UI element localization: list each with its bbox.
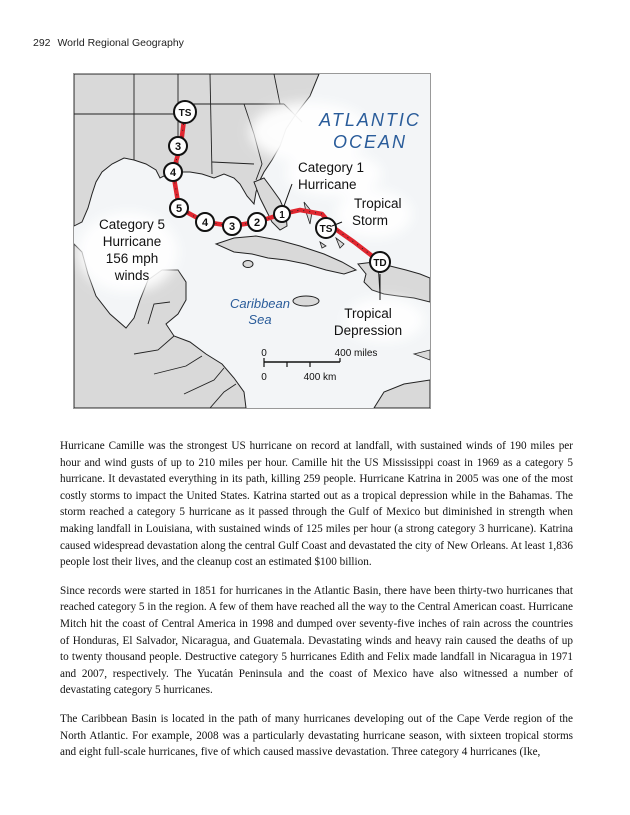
marker-8 [274,206,290,222]
marker-10-label: TD [373,258,387,269]
marker-5-label: 4 [201,217,209,229]
body-text [60,438,573,773]
map-canvas [74,74,430,408]
page-number: 292 [33,37,51,49]
marker-1-label: TS [178,108,192,119]
marker-3-label: 4 [169,167,177,179]
td-line-2: Depression [333,323,403,338]
marker-2-label: 3 [174,141,182,153]
marker-7-label: 2 [253,217,261,229]
book-title: World Regional Geography [57,37,184,49]
scale-km-zero: 0 [261,372,267,383]
scale-miles-label: 400 miles [334,348,378,359]
ts-line-2: Storm [352,213,389,228]
land-isla-juventud [243,261,253,268]
scale-km-label: 400 km [303,372,337,383]
cat5-line-1: Category 5 [98,217,166,232]
land-jamaica [293,296,319,306]
cat5-line-3: 156 mph [105,251,159,266]
sea-label-2: Sea [248,312,272,327]
marker-5 [196,213,214,231]
cat5-line-4: winds [114,268,150,283]
marker-2 [169,137,187,155]
cat5-line-2: Hurricane [102,234,162,249]
paragraph-3: The Caribbean Basin is located in the path of many hurricanes developing out of the Cape Verde region of the North Atlantic. For example, 2008 was a particularly devastating hurricane season, with sixteen tropical storms and eight full-scale hurricanes, five of which caused massive devastation. Three category 4 hurricanes (Ike, [60,712,573,759]
marker-3 [164,163,182,181]
marker-9 [316,218,336,238]
cat1-line-2: Hurricane [298,177,357,192]
ocean-label-1: ATLANTIC [319,110,421,130]
paragraph-2: Since records were started in 1851 for hurricanes in the Atlantic Basin, there have been thirty-two hurricanes that reached category 5 in the region. A few of them have reached all the way to the Central American coast. Hurricane Mitch hit the coast of Central America in 1998 and dumped over seventy-five inches of rain across the countries of Honduras, El Salvador, Nicaragua, and Guatemala. Devastating winds and heavy rain caused the deaths of up to twenty thousand people. Destructive category 5 hurricanes Edith and Felix made landfall in Nicaragua in 1971 and 2007, respectively. The Yucatán Peninsula and the coast of Mexico have also witnessed a number of devastating category 5 hurricanes. [60,584,573,697]
ocean-label-2: OCEAN [332,132,408,152]
scale-miles-zero: 0 [261,348,267,359]
marker-8-label: 1 [279,210,285,221]
marker-7 [248,213,266,231]
marker-6-label: 3 [228,221,236,233]
running-header [33,37,184,49]
cat1-line-1: Category 1 [298,160,365,175]
sea-label-1: Caribbean [230,296,290,311]
marker-10 [370,252,390,272]
marker-6 [223,217,241,235]
marker-1 [174,101,196,123]
paragraph-1: Hurricane Camille was the strongest US hurricane on record at landfall, with sustained winds of 190 miles per hour and wind gusts of up to 210 miles per hour. Camille hit the US Mississippi coast in 1969 as a category 5 hurricane. It devastated everything in its path, killing 259 people. Hurricane Katrina in 2005 was one of the most costly storms to impact the United States. Katrina started out as a tropical depression while in the Bahamas. The storm reached a category 5 hurricane as it passed through the Gulf of Mexico but diminished in strength when making landfall in Louisiana, with sustained winds of 125 miles per hour (a strong category 3 hurricane). Katrina caused widespread devastation along the central Gulf Coast and devastated the city of New Orleans. At least 1,836 people lost their lives, and the cleanup cost an estimated $100 billion. [60,440,573,569]
hurricane-track-map [73,73,431,409]
marker-4-label: 5 [175,203,183,215]
ts-line-1: Tropical [354,196,402,211]
marker-4 [170,199,188,217]
marker-9-label: TS [319,224,333,235]
td-line-1: Tropical [344,306,392,321]
